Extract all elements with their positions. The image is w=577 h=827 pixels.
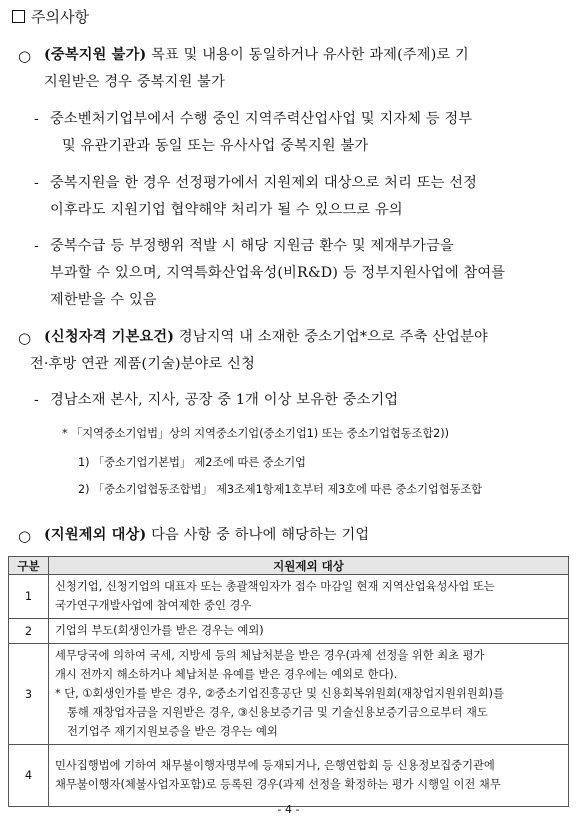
- row-line: 국가연구개발사업에 참여제한 중인 경우: [55, 599, 252, 612]
- section1-text-line1: 목표 및 내용이 동일하거나 유사한 과제(주제)로 기: [146, 47, 469, 63]
- section2-text-line2: 전·후방 연관 제품(기술)분야로 신청: [30, 356, 255, 372]
- page-number: - 4 -: [277, 803, 300, 816]
- section1-bullet-3: [50, 233, 570, 314]
- table-row: [9, 575, 569, 619]
- section2-bold-title: (신청자격 기본요건): [44, 329, 175, 345]
- section2-paragraph: [44, 324, 569, 351]
- heading-text: 주의사항: [31, 8, 89, 26]
- dash-marker: -: [34, 175, 39, 191]
- bullet-line: 중복지원을 한 경우 선정평가에서 지원제외 대상으로 처리 또는 선정: [50, 175, 478, 191]
- bullet-circle-icon: ○: [18, 527, 32, 545]
- row-line: 개시 전까지 해소하거나 체납처분 유예를 받은 경우에는 예외로 한다).: [55, 668, 398, 681]
- row-number: 3: [9, 644, 49, 745]
- bullet-line: 중소벤처기업부에서 수행 중인 지역주력산업사업 및 지자체 등 정부: [50, 111, 473, 127]
- row-number: 4: [9, 745, 49, 807]
- section3-paragraph: [44, 522, 569, 549]
- header-exclusion: 지원제외 대상: [49, 557, 569, 575]
- table-row: [9, 644, 569, 745]
- section1-bullet-2: [50, 170, 570, 224]
- section1-bullet-1: [50, 106, 570, 160]
- section1-bold-title: (중복지원 불가): [44, 47, 147, 63]
- table-row: [9, 619, 569, 644]
- section2-footnote-1: 1) 「중소기업기본법」 제2조에 따른 중소기업: [78, 456, 306, 469]
- row-content: [49, 575, 569, 619]
- table-header-row: [9, 557, 569, 575]
- row-line: 통해 재창업자금을 지원받은 경우, ③신용보증기금 및 기술신용보증기금으로부터 재도: [67, 706, 488, 719]
- section3-bold-title: (지원제외 대상): [44, 527, 147, 543]
- row-line: 신청기업, 신청기업의 대표자 또는 총괄책임자가 접수 마감일 현재 지역산업육성사업 또는: [55, 580, 495, 593]
- row-line: 기업의 부도(회생인가를 받은 경우는 예외): [55, 624, 264, 637]
- section-heading: [12, 6, 89, 27]
- exclusion-table: [8, 556, 569, 807]
- section2-text-line1: 경남지역 내 소재한 중소기업*으로 주축 산업분야: [174, 329, 488, 345]
- row-line: 채무불이행자(체불사업자포함)로 등록된 경우(과제 선정을 확정하는 평가 시행일 이전 채무: [55, 778, 501, 791]
- row-content: [49, 619, 569, 644]
- section2-footnote-2: 2) 「중소기업협동조합법」 제3조제1항제1호부터 제3호에 따른 중소기업협동조합: [78, 483, 482, 496]
- bullet-line: 부과할 수 있으며, 지역특화산업육성(비R&D) 등 정부지원사업에 참여를: [50, 265, 506, 281]
- row-number: 2: [9, 619, 49, 644]
- bullet-line: 중복수급 등 부정행위 적발 시 해당 지원금 환수 및 제재부가금을: [50, 238, 454, 254]
- section1-paragraph: [44, 42, 569, 96]
- bullet-line: 제한받을 수 있음: [50, 292, 157, 308]
- dash-marker: -: [34, 111, 39, 127]
- bullet-line: 이후라도 지원기업 협약해약 처리가 될 수 있으므로 유의: [50, 202, 403, 218]
- checkbox-icon: [12, 10, 25, 23]
- row-line: 전기업주 재기지원보증을 받은 경우는 예외: [67, 725, 278, 738]
- row-line: 민사집행법에 기하여 채무불이행자명부에 등재되거나, 은행연합회 등 신용정보집중기관에: [55, 759, 495, 772]
- row-content: [49, 644, 569, 745]
- section3-text: 다음 사항 중 하나에 해당하는 기업: [146, 527, 370, 543]
- section2-note: * 「지역중소기업법」상의 지역중소기업(중소기업1) 또는 중소기업협동조합2)): [62, 427, 449, 440]
- row-line: 세무당국에 의하여 국세, 지방세 등의 체납처분을 받은 경우(과제 선정을 위한 최초 평가: [55, 649, 485, 662]
- dash-marker: -: [34, 392, 39, 408]
- row-line: * 단, ①회생인가를 받은 경우, ②중소기업진흥공단 및 신용회복위원회(재창업지원위원회)를: [55, 687, 504, 700]
- dash-marker: -: [34, 238, 39, 254]
- header-category: 구분: [9, 557, 49, 575]
- row-number: 1: [9, 575, 49, 619]
- bullet-circle-icon: ○: [18, 47, 32, 65]
- bullet-line: 및 유관기관과 동일 또는 유사사업 중복지원 불가: [62, 138, 369, 154]
- section1-text-line2: 지원받은 경우 중복지원 불가: [44, 74, 225, 90]
- table-row: [9, 745, 569, 807]
- bullet-circle-icon: ○: [18, 329, 32, 347]
- row-content: [49, 745, 569, 807]
- section2-bullet: 경남소재 본사, 지사, 공장 중 1개 이상 보유한 중소기업: [50, 392, 399, 408]
